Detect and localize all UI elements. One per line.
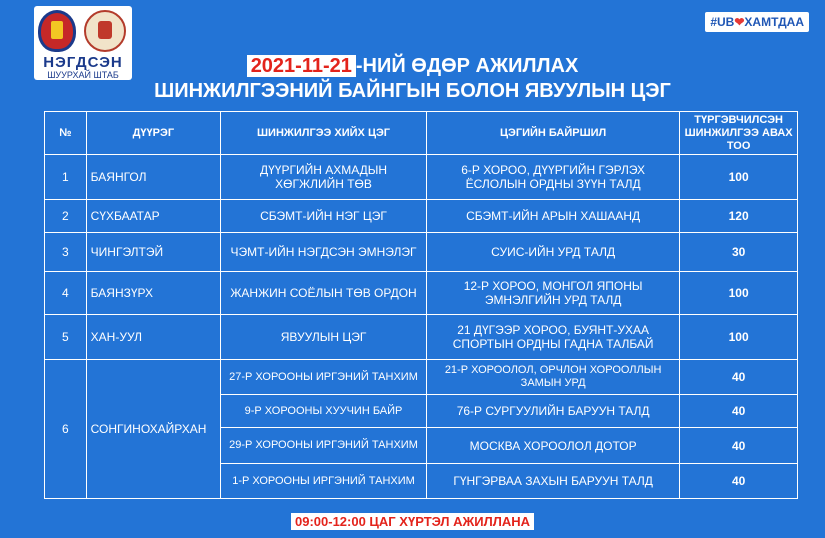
row-location: 21 ДҮГЭЭР ХОРОО, БУЯНТ-УХАА СПОРТЫН ОРДНЫ ГАДНА ТАЛБАЙ (427, 315, 680, 360)
row-number: 4 (45, 272, 87, 315)
row-count: 40 (680, 360, 798, 395)
row-test-point: 29-Р ХОРООНЫ ИРГЭНИЙ ТАНХИМ (221, 428, 427, 464)
row-district: ЧИНГЭЛТЭЙ (86, 233, 220, 272)
heart-icon: ❤ (734, 15, 745, 29)
row-location: 12-Р ХОРОО, МОНГОЛ ЯПОНЫ ЭМНЭЛГИЙН УРД ТАЛД (427, 272, 680, 315)
working-hours-text: 09:00-12:00 ЦАГ ХҮРТЭЛ АЖИЛЛАНА (291, 513, 534, 530)
row-test-point: 27-Р ХОРООНЫ ИРГЭНИЙ ТАНХИМ (221, 360, 427, 395)
footer-note (0, 513, 825, 531)
police-emblem-icon (38, 10, 76, 52)
title-text-1: -НИЙ ӨДӨР АЖИЛЛАХ (355, 55, 579, 77)
row-test-point: ЯВУУЛЫН ЦЭГ (221, 315, 427, 360)
table-row (45, 272, 798, 315)
row-count: 40 (680, 464, 798, 499)
header-number: № (45, 112, 87, 155)
header-test-point: ШИНЖИЛГЭЭ ХИЙХ ЦЭГ (221, 112, 427, 155)
row-location: СУИС-ИЙН УРД ТАЛД (427, 233, 680, 272)
title-line-1 (0, 55, 825, 78)
header-count: ТҮРГЭВЧИЛСЭН ШИНЖИЛГЭЭ АВАХ ТОО (680, 112, 798, 155)
table-row (45, 360, 798, 395)
row-location: МОСКВА ХОРООЛОЛ ДОТОР (427, 428, 680, 464)
row-count: 100 (680, 272, 798, 315)
row-location: СБЭМТ-ИЙН АРЫН ХАШААНД (427, 200, 680, 233)
row-location: 76-Р СУРГУУЛИЙН БАРУУН ТАЛД (427, 395, 680, 428)
row-district: ХАН-УУЛ (86, 315, 220, 360)
row-district: БАЯНГОЛ (86, 155, 220, 200)
row-district: СОНГИНОХАЙРХАН (86, 360, 220, 499)
row-test-point: СБЭМТ-ИЙН НЭГ ЦЭГ (221, 200, 427, 233)
header-location: ЦЭГИЙН БАЙРШИЛ (427, 112, 680, 155)
row-count: 100 (680, 315, 798, 360)
row-number: 2 (45, 200, 87, 233)
table-row (45, 155, 798, 200)
brand-name: НЭГДСЭН (43, 54, 123, 71)
row-count: 100 (680, 155, 798, 200)
row-test-point: 1-Р ХОРООНЫ ИРГЭНИЙ ТАНХИМ (221, 464, 427, 499)
row-number: 6 (45, 360, 87, 499)
row-count: 40 (680, 428, 798, 464)
row-location: 21-Р ХОРООЛОЛ, ОРЧЛОН ХОРООЛЛЫН ЗАМЫН УРД (427, 360, 680, 395)
row-district: БАЯНЗҮРХ (86, 272, 220, 315)
table-row (45, 233, 798, 272)
table-row (45, 315, 798, 360)
row-test-point: ДҮҮРГИЙН АХМАДЫН ХӨГЖЛИЙН ТӨВ (221, 155, 427, 200)
row-location: 6-Р ХОРОО, ДҮҮРГИЙН ГЭРЛЭХ ЁСЛОЛЫН ОРДНЫ ЗҮҮН ТАЛД (427, 155, 680, 200)
row-number: 3 (45, 233, 87, 272)
hashtag-suffix: ХАМТДАА (744, 15, 804, 29)
row-test-point: ЧЭМТ-ИЙН НЭГДСЭН ЭМНЭЛЭГ (221, 233, 427, 272)
row-number: 5 (45, 315, 87, 360)
row-count: 120 (680, 200, 798, 233)
hashtag-prefix: #UB (710, 15, 735, 29)
row-location: ГҮНГЭРВАА ЗАХЫН БАРУУН ТАЛД (427, 464, 680, 499)
row-number: 1 (45, 155, 87, 200)
table-header-row (45, 112, 798, 155)
row-count: 30 (680, 233, 798, 272)
testing-points-table (44, 111, 798, 499)
row-test-point: 9-Р ХОРООНЫ ХУУЧИН БАЙР (221, 395, 427, 428)
title-date: 2021-11-21 (247, 55, 356, 77)
row-count: 40 (680, 395, 798, 428)
table-row (45, 200, 798, 233)
brand-subtitle: ШУУРХАЙ ШТАБ (47, 70, 119, 80)
title-line-2: ШИНЖИЛГЭЭНИЙ БАЙНГЫН БОЛОН ЯВУУЛЫН ЦЭГ (154, 80, 671, 102)
header-district: ДҮҮРЭГ (86, 112, 220, 155)
hashtag-badge (705, 12, 809, 32)
row-test-point: ЖАНЖИН СОЁЛЫН ТӨВ ОРДОН (221, 272, 427, 315)
state-emblem-icon (84, 10, 126, 52)
row-district: СҮХБААТАР (86, 200, 220, 233)
